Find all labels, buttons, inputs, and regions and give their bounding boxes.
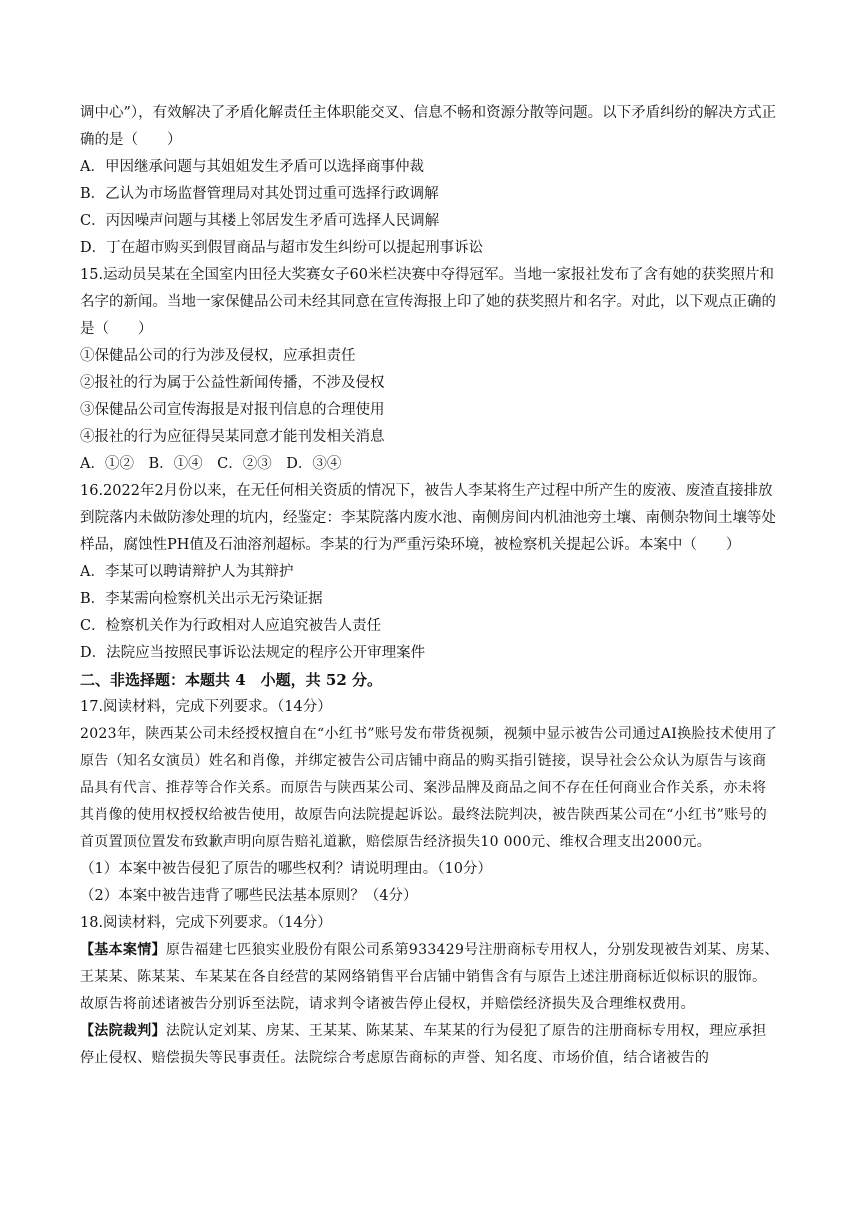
section-2-heading: 二、非选择题：本题共 4 小题，共 52 分。 xyxy=(80,671,382,689)
q15-statement-1: ①保健品公司的行为涉及侵权，应承担责任 xyxy=(80,348,356,364)
q18-basic-label: 【基本案情】 xyxy=(80,942,166,958)
q18-court-text: 法院认定刘某、房某、王某某、陈某某、车某某的行为侵犯了原告的注册商标专用权，理应承担停止侵权、赔偿损失等民事责任。法院综合考虑原告商标的声誉、知名度、市场价值，结合诸被告的 xyxy=(80,1023,767,1066)
q16-option-a: A．李某可以聘请辩护人为其辩护 xyxy=(80,564,294,580)
q14-option-d: D．丁在超市购买到假冒商品与超市发生纠纷可以提起刑事诉讼 xyxy=(80,240,484,256)
q16-option-b: B．李某需向检察机关出示无污染证据 xyxy=(80,591,323,607)
q15-options: A．①② B．①④ C．②③ D．③④ xyxy=(80,456,342,472)
q16-option-c: C．检察机关作为行政相对人应追究被告人责任 xyxy=(80,618,382,634)
page-content xyxy=(80,100,780,1072)
q16-option-d: D．法院应当按照民事诉讼法规定的程序公开审理案件 xyxy=(80,645,426,661)
q17-title: 17.阅读材料，完成下列要求。（14分） xyxy=(80,699,332,715)
q18-basic-case xyxy=(80,937,780,1018)
q14-stem-tail: 调中心”），有效解决了矛盾化解责任主体职能交叉、信息不畅和资源分散等问题。以下矛盾纠纷的解决方式正确的是（ ） xyxy=(80,105,777,148)
q15-statement-2: ②报社的行为属于公益性新闻传播，不涉及侵权 xyxy=(80,375,385,391)
q17-question-1: （1）本案中被告侵犯了原告的哪些权利？请说明理由。（10分） xyxy=(80,861,492,877)
q16-stem: 16.2022年2月份以来，在无任何相关资质的情况下，被告人李某将生产过程中所产生的废液、废渣直接排放到院落内未做防渗处理的坑内，经鉴定：李某院落内废水池、南侧房间内机油池旁土壤、南侧杂物间土壤等处样品，腐蚀性PH值及石油溶剂超标。李某的行为严重污染环境，被检察机关提起公诉。本案中（ ） xyxy=(80,483,776,553)
q18-basic-text: 原告福建七匹狼实业股份有限公司系第933429号注册商标专用权人，分别发现被告刘某、房某、王某某、陈某某、车某某在各自经营的某网络销售平台店铺中销售含有与原告上述注册商标近似标识的服饰。故原告将前述诸被告分别诉至法院，请求判令诸被告停止侵权，并赔偿经济损失及合理维权费用。 xyxy=(80,942,779,1012)
q14-option-b: B．乙认为市场监督管理局对其处罚过重可选择行政调解 xyxy=(80,186,439,202)
q15-statement-4: ④报社的行为应征得吴某同意才能刊发相关消息 xyxy=(80,429,385,445)
q18-title: 18.阅读材料，完成下列要求。（14分） xyxy=(80,915,332,931)
q15-stem: 15.运动员吴某在全国室内田径大奖赛女子60米栏决赛中夺得冠军。当地一家报社发布了含有她的获奖照片和名字的新闻。当地一家保健品公司未经其同意在宣传海报上印了她的获奖照片和名字。对此，以下观点正确的是（ ） xyxy=(80,267,776,337)
q14-option-a: A．甲因继承问题与其姐姐发生矛盾可以选择商事仲裁 xyxy=(80,159,424,175)
q17-material: 2023年，陕西某公司未经授权擅自在“小红书”账号发布带货视频，视频中显示被告公司通过AI换脸技术使用了原告（知名女演员）姓名和肖像，并绑定被告公司店铺中商品的购买指引链接，误导社会公众认为原告与该商品具有代言、推荐等合作关系。而原告与陕西某公司、案涉品牌及商品之间不存在任何商业合作关系，亦未将其肖像的使用权授权给被告使用，故原告向法院提起诉讼。最终法院判决，被告陕西某公司在“小红书”账号的首页置顶位置发布致歉声明向原告赔礼道歉，赔偿原告经济损失10 000元、维权合理支出2000元。 xyxy=(80,726,778,850)
q14-option-c: C．丙因噪声问题与其楼上邻居发生矛盾可选择人民调解 xyxy=(80,213,440,229)
q15-statement-3: ③保健品公司宣传海报是对报刊信息的合理使用 xyxy=(80,402,385,418)
q18-court-label: 【法院裁判】 xyxy=(80,1023,166,1039)
q17-question-2: （2）本案中被告违背了哪些民法基本原则？（4分） xyxy=(80,888,418,904)
q18-court-ruling xyxy=(80,1018,780,1072)
